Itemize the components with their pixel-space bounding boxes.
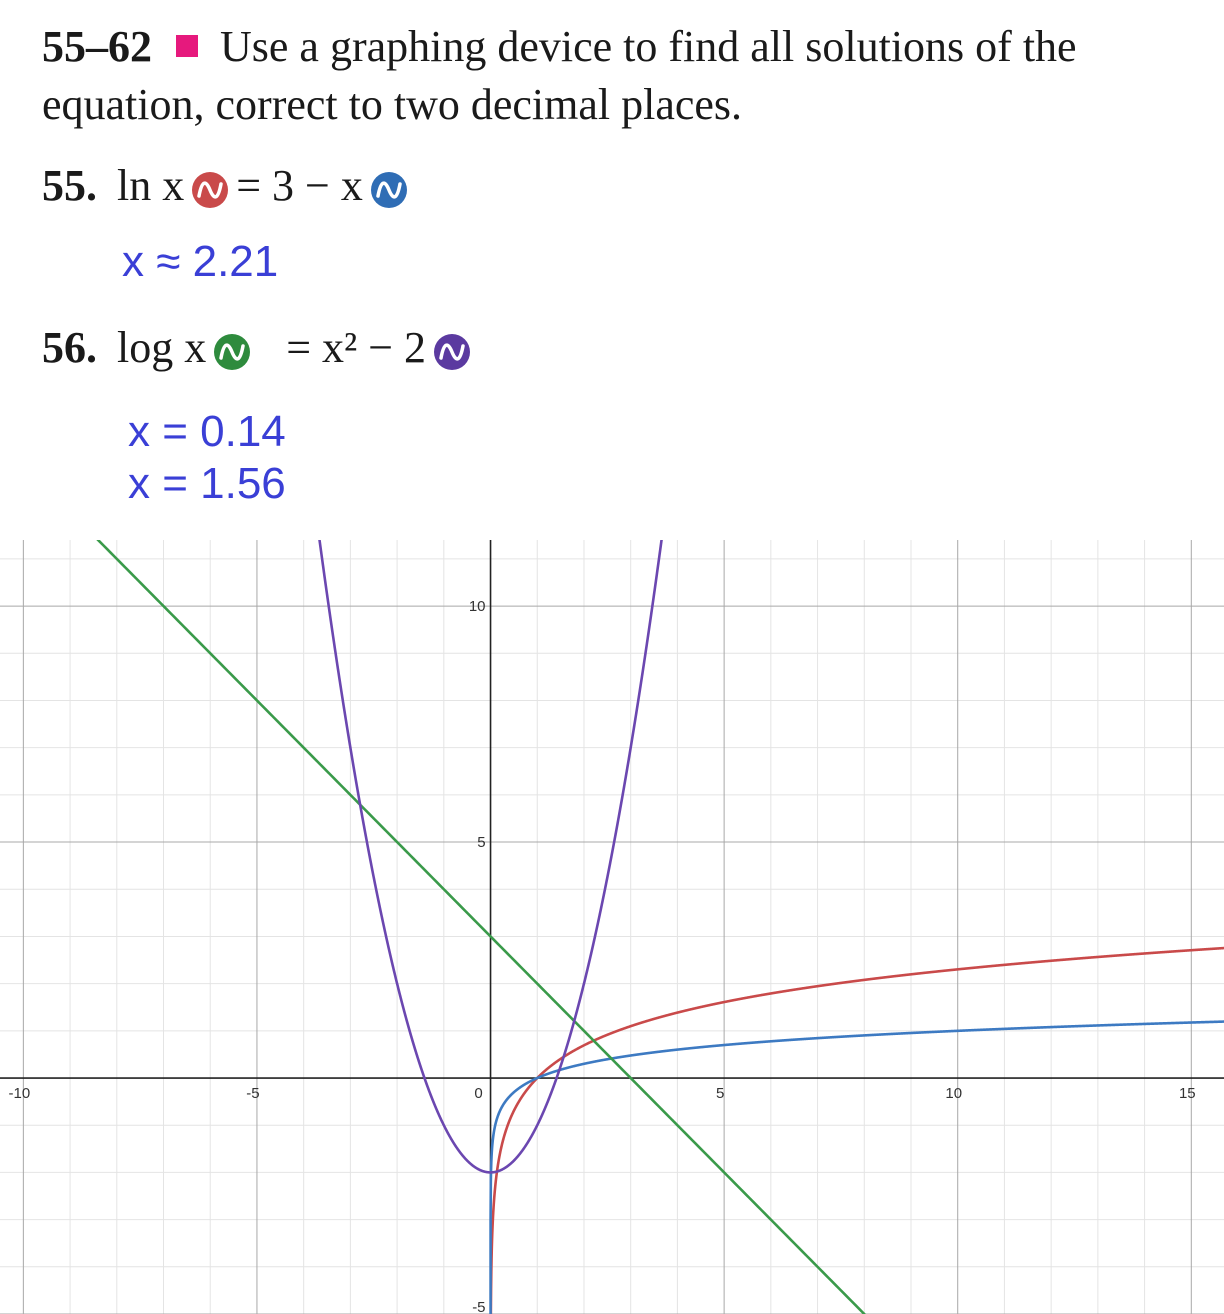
problem-56	[42, 322, 478, 374]
problem-lhs: log x	[117, 323, 207, 372]
problem-number: 55.	[42, 161, 97, 210]
curve-ln-x	[491, 948, 1224, 1314]
problem-55	[42, 160, 415, 212]
x-tick-label: -5	[246, 1085, 260, 1103]
x-tick-label: 10	[945, 1085, 963, 1103]
answer-55-1: x ≈ 2.21	[122, 237, 279, 286]
heading	[42, 18, 1202, 134]
x-tick-label: 15	[1178, 1085, 1196, 1103]
curve-3-x	[0, 540, 1224, 1314]
problem-rhs: = 3 − x	[236, 161, 363, 210]
grid-minor	[0, 540, 1224, 1314]
problem-rhs: = x² − 2	[286, 323, 427, 372]
axes	[0, 540, 1224, 1314]
answer-56-2: x = 1.56	[128, 459, 286, 508]
x-tick-label: -10	[8, 1085, 31, 1103]
grid-major	[0, 540, 1224, 1314]
function-graph[interactable]	[0, 540, 1224, 1314]
y-tick-label: 10	[468, 598, 486, 616]
problem-number: 56.	[42, 323, 97, 372]
y-tick-label: -5	[472, 1299, 486, 1314]
y-tick-label: 5	[477, 834, 486, 852]
curve-log-x	[491, 1022, 1224, 1314]
tick-labels	[9, 598, 1196, 1314]
graph-toggle-icon-red[interactable]	[192, 172, 228, 208]
pink-square-icon	[176, 35, 198, 57]
problem-range: 55–62	[42, 22, 152, 71]
heading-text: Use a graphing device to find all solutions of the equation, correct to two decimal places.	[42, 22, 1077, 129]
x-tick-label: 0	[474, 1085, 483, 1103]
answer-56-1: x = 0.14	[128, 407, 286, 456]
graph-toggle-icon-blue[interactable]	[371, 172, 407, 208]
graph-toggle-icon-purple[interactable]	[434, 334, 470, 370]
problem-lhs: ln x	[117, 161, 185, 210]
curves	[0, 540, 1224, 1314]
graph-toggle-icon-green[interactable]	[214, 334, 250, 370]
x-tick-label: 5	[715, 1085, 725, 1103]
